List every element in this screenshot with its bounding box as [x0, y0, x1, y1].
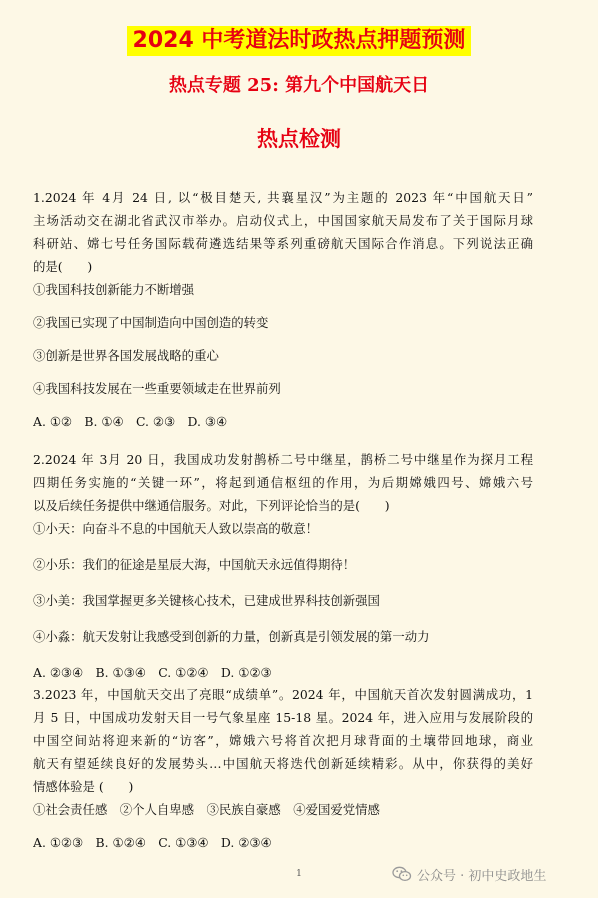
- statement-item: ③小美：我国掌握更多关键核心技术，已建成世界科技创新强国: [33, 593, 380, 608]
- answer-choices: A. ①②③ B. ①②④ C. ①③④ D. ②③④: [33, 835, 272, 850]
- question-stem-line: 1.2024 年 4月 24 日, 以“极目楚天, 共襄星汉”为主题的 2023 年“中国航天日”: [33, 190, 533, 205]
- answer-choices: A. ②③④ B. ①③④ C. ①②④ D. ①②③: [33, 665, 272, 680]
- statement-item: ④小淼：航天发射让我感受到创新的力量，创新真是引领发展的第一动力: [33, 629, 430, 644]
- watermark-text: 公众号 · 初中史政地生: [417, 868, 547, 884]
- question-stem-line: 四期任务实施的“关键一环”，将起到通信枢纽的作用，为后期嫦娥四号、嫦娥六号: [33, 475, 533, 490]
- question-stem-line: 中国空间站将迎来新的“访客”，嫦娥六号将首次把月球背面的土壤带回地球，商业: [33, 733, 533, 748]
- question-3: [33, 683, 533, 854]
- banner-container: [0, 26, 598, 56]
- question-1: [33, 186, 533, 433]
- question-stem-line: 主场活动交在湖北省武汉市举办。启动仪式上，中国国家航天局发布了关于国际月球: [33, 213, 533, 228]
- question-stem-line: 情感体验是 ( ): [33, 779, 134, 794]
- statement-item: ②我国已实现了中国制造向中国创造的转变: [33, 315, 269, 330]
- banner-title: 2024 中考道法时政热点押题预测: [127, 26, 472, 56]
- page-number: 1: [296, 869, 302, 879]
- question-stem-line: 科研站、嫦七号任务国际载荷遴选结果等系列重磅航天国际合作消息。下列说法正确: [33, 236, 533, 251]
- answer-choices: A. ①② B. ①④ C. ②③ D. ③④: [33, 414, 228, 429]
- question-stem-line: 3.2023 年，中国航天交出了亮眼“成绩单”。2024 年，中国航天首次发射圆满成功，1: [33, 687, 533, 702]
- section-title: 热点检测: [257, 126, 341, 151]
- question-stem-line: 航天有望延续良好的发展势头…中国航天将迭代创新延续精彩。从中，你获得的美好: [33, 756, 533, 771]
- statement-item: ①我国科技创新能力不断增强: [33, 282, 195, 297]
- statement-item: ②小乐：我们的征途是星辰大海，中国航天永远值得期待！: [33, 557, 356, 572]
- wechat-icon: [392, 866, 412, 882]
- statement-item: ③创新是世界各国发展战略的重心: [33, 348, 219, 363]
- question-stem-line: 以及后续任务提供中继通信服务。对此，下列评论恰当的是( ): [33, 498, 390, 513]
- question-stem-line: 月 5 日，中国成功发射天目一号气象星座 15-18 星。2024 年，进入应用与发展阶段的: [33, 710, 533, 725]
- question-stem-line: 2.2024 年 3月 20 日，我国成功发射鹊桥二号中继星，鹊桥二号中继星作为探月工程: [33, 452, 533, 467]
- statement-item: ④我国科技发展在一些重要领域走在世界前列: [33, 381, 281, 396]
- watermark: [392, 863, 546, 885]
- statement-item: ①社会责任感 ②个人自卑感 ③民族自豪感 ④爱国爱党情感: [33, 802, 380, 817]
- question-2: [33, 448, 533, 684]
- question-stem-line: 的是( ): [33, 259, 93, 274]
- topic-subtitle: 热点专题 25: 第九个中国航天日: [168, 75, 430, 96]
- statement-item: ①小天：向奋斗不息的中国航天人致以崇高的敬意！: [33, 521, 318, 536]
